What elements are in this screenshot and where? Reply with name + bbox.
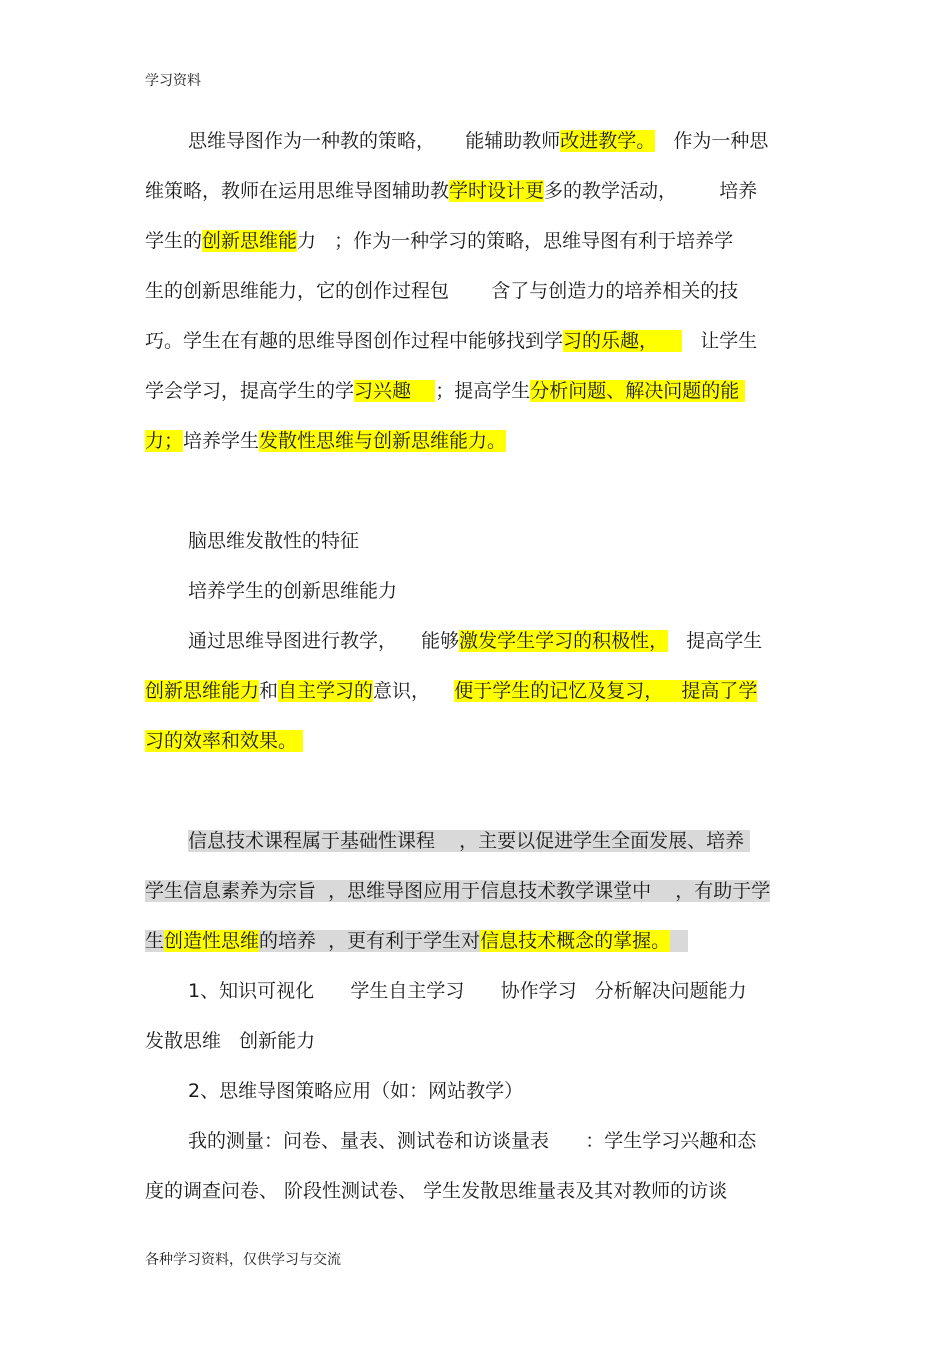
text-segment: 巧。学生在有趣的思维导图创作过程中能够找到学 <box>145 330 564 352</box>
shaded-text: 生 <box>145 930 165 952</box>
text-line <box>188 124 853 158</box>
text-line <box>145 324 810 358</box>
highlighted-text: 创新思维能力 <box>145 680 260 702</box>
text-segment: 培养学生的创新思维能力 <box>188 580 398 602</box>
highlighted-text: 发散性思维与创新思维能力。 <box>259 430 507 452</box>
text-segment: 作为一种思 <box>655 130 769 152</box>
text-line <box>145 1174 810 1208</box>
text-line <box>145 724 810 758</box>
text-segment: 学生的 <box>145 230 203 252</box>
text-line <box>145 174 810 208</box>
text-line <box>145 924 810 958</box>
text-line <box>145 424 810 458</box>
text-line <box>188 524 853 558</box>
text-line <box>145 274 810 308</box>
text-segment: 让学生 <box>682 330 758 352</box>
text-line <box>188 1124 853 1158</box>
text-segment: 多的教学活动， 培养 <box>544 180 758 202</box>
text-line <box>188 574 853 608</box>
highlighted-text: 学时设计更 <box>449 180 545 202</box>
text-segment: 提高学生 <box>668 630 763 652</box>
highlighted-text: 信息技术概念的掌握。 <box>480 930 671 952</box>
text-segment: 我的测量：问卷、量表、测试卷和访谈量表 ：学生学习兴趣和态 <box>188 1130 757 1152</box>
highlighted-text: 力； <box>145 430 184 452</box>
shaded-text: 信息技术课程属于基础性课程 ，主要以促进学生全面发展、培养 <box>188 830 751 852</box>
text-segment: 通过思维导图进行教学， 能够 <box>188 630 460 652</box>
text-line <box>145 374 810 408</box>
text-line <box>145 874 810 908</box>
text-segment: 思维导图作为一种教的策略， 能辅助教师 <box>188 130 561 152</box>
text-segment: 维策略，教师在运用思维导图辅助教 <box>145 180 450 202</box>
shaded-text <box>670 930 688 952</box>
highlighted-text: 习兴趣 <box>354 380 436 402</box>
text-segment: 发散思维 创新能力 <box>145 1030 316 1052</box>
highlighted-text: 习的效率和效果。 <box>145 730 304 752</box>
text-line <box>145 1024 810 1058</box>
highlighted-text: 激发学生学习的积极性， <box>459 630 669 652</box>
text-segment: 1、知识可视化 学生自主学习 协作学习 分析解决问题能力 <box>188 980 747 1002</box>
text-segment: 学会学习，提高学生的学 <box>145 380 355 402</box>
text-line <box>188 624 853 658</box>
text-segment: 和 <box>259 680 279 702</box>
highlighted-text: 创造性思维 <box>164 930 260 952</box>
page-header: 学习资料 <box>145 73 201 89</box>
text-segment: 力 ；作为一种学习的策略，思维导图有利于培养学 <box>297 230 734 252</box>
highlighted-text: 便于学生的记忆及复习， 提高了学 <box>454 680 758 702</box>
text-line <box>145 224 810 258</box>
text-segment: 2、思维导图策略应用（如：网站教学） <box>188 1080 524 1102</box>
text-line <box>188 974 853 1008</box>
text-line <box>145 674 810 708</box>
text-line <box>188 1074 853 1108</box>
highlighted-text: 自主学习的 <box>278 680 374 702</box>
text-line <box>188 824 853 858</box>
highlighted-text: 创新思维能 <box>202 230 298 252</box>
text-segment: 意识， <box>373 680 455 702</box>
highlighted-text: 习的乐趣， <box>563 330 683 352</box>
text-segment: 培养学生 <box>183 430 260 452</box>
shaded-text: 学生信息素养为宗旨 ，思维导图应用于信息技术教学课堂中 ，有助于学 <box>145 880 771 902</box>
text-segment: ；提高学生 <box>435 380 531 402</box>
text-segment: 脑思维发散性的特征 <box>188 530 360 552</box>
text-segment: 生的创新思维能力，它的创作过程包 含了与创造力的培养相关的技 <box>145 280 739 302</box>
highlighted-text: 分析问题、解决问题的能 <box>530 380 746 402</box>
text-segment: 度的调查问卷、 阶段性测试卷、 学生发散思维量表及其对教师的访谈 <box>145 1180 728 1202</box>
page-footer: 各种学习资料，仅供学习与交流 <box>145 1252 341 1268</box>
shaded-text: 的培养 ，更有利于学生对 <box>259 930 481 952</box>
highlighted-text: 改进教学。 <box>560 130 656 152</box>
